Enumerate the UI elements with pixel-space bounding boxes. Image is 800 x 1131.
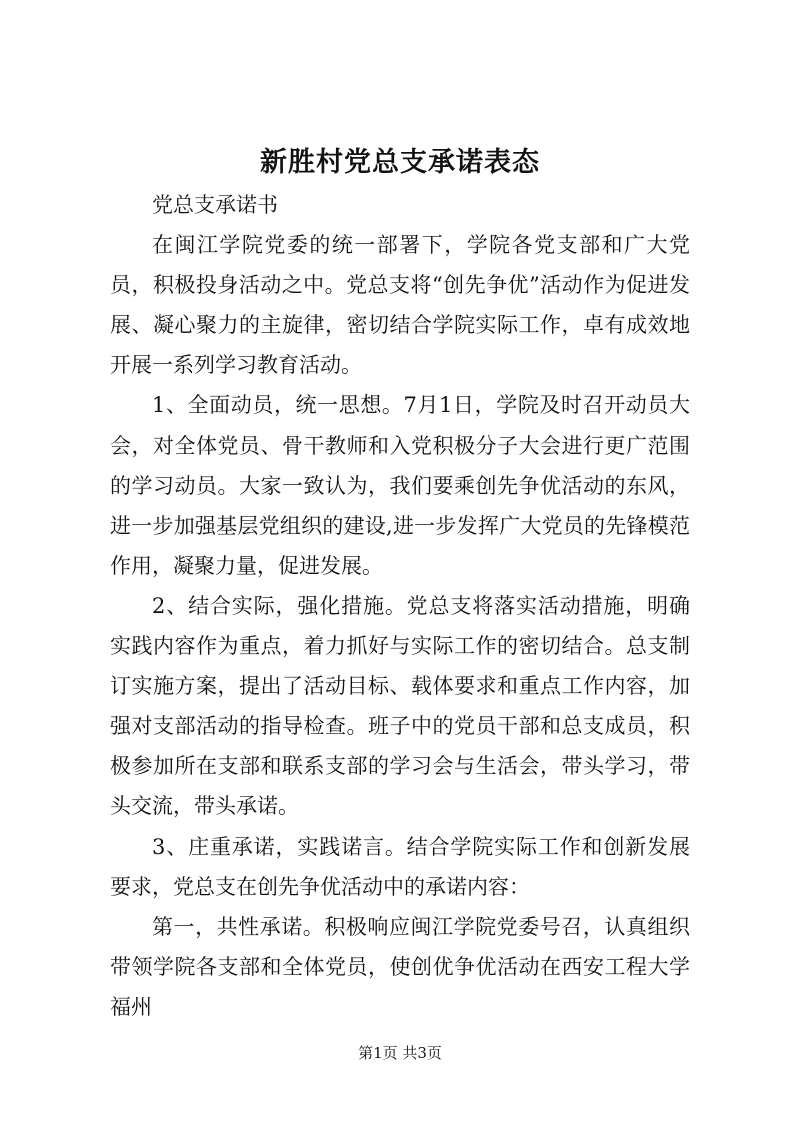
paragraph-heading: 党总支承诺书: [152, 193, 278, 217]
document-body: [110, 185, 690, 1027]
paragraph-commitment-1: 第一，共性承诺。积极响应闽江学院党委号召，认真组织带领学院各支部和全体党员，使创优争优活动在西安工程大学福州: [110, 914, 690, 1019]
paragraph-item-1: 1、全面动员，统一思想。7月1日，学院及时召开动员大会，对全体党员、骨干教师和入党积极分子大会进行更广范围的学习动员。大家一致认为，我们要乘创先争优活动的东风，进一步加强基层党组织的建设,进一步发挥广大党员的先锋模范作用，凝聚力量，促进发展。: [110, 393, 690, 578]
paragraph-item-2: 2、结合实际，强化措施。党总支将落实活动措施，明确实践内容作为重点，着力抓好与实际工作的密切结合。总支制订实施方案，提出了活动目标、载体要求和重点工作内容，加强对支部活动的指导检查。班子中的党员干部和总支成员，积极参加所在支部和联系支部的学习会与生活会，带头学习，带头交流，带头承诺。: [110, 593, 690, 819]
paragraph-intro: 在闽江学院党委的统一部署下，学院各党支部和广大党员，积极投身活动之中。党总支将“创先争优”活动作为促进发展、凝心聚力的主旋律，密切结合学院实际工作，卓有成效地开展一系列学习教育活动。: [110, 233, 690, 378]
paragraph-item-3: 3、庄重承诺，实践诺言。结合学院实际工作和创新发展要求，党总支在创先争优活动中的承诺内容：: [110, 834, 690, 899]
document-title: 新胜村党总支承诺表态: [260, 147, 540, 178]
page-footer: 第1页 共3页: [358, 1044, 442, 1062]
